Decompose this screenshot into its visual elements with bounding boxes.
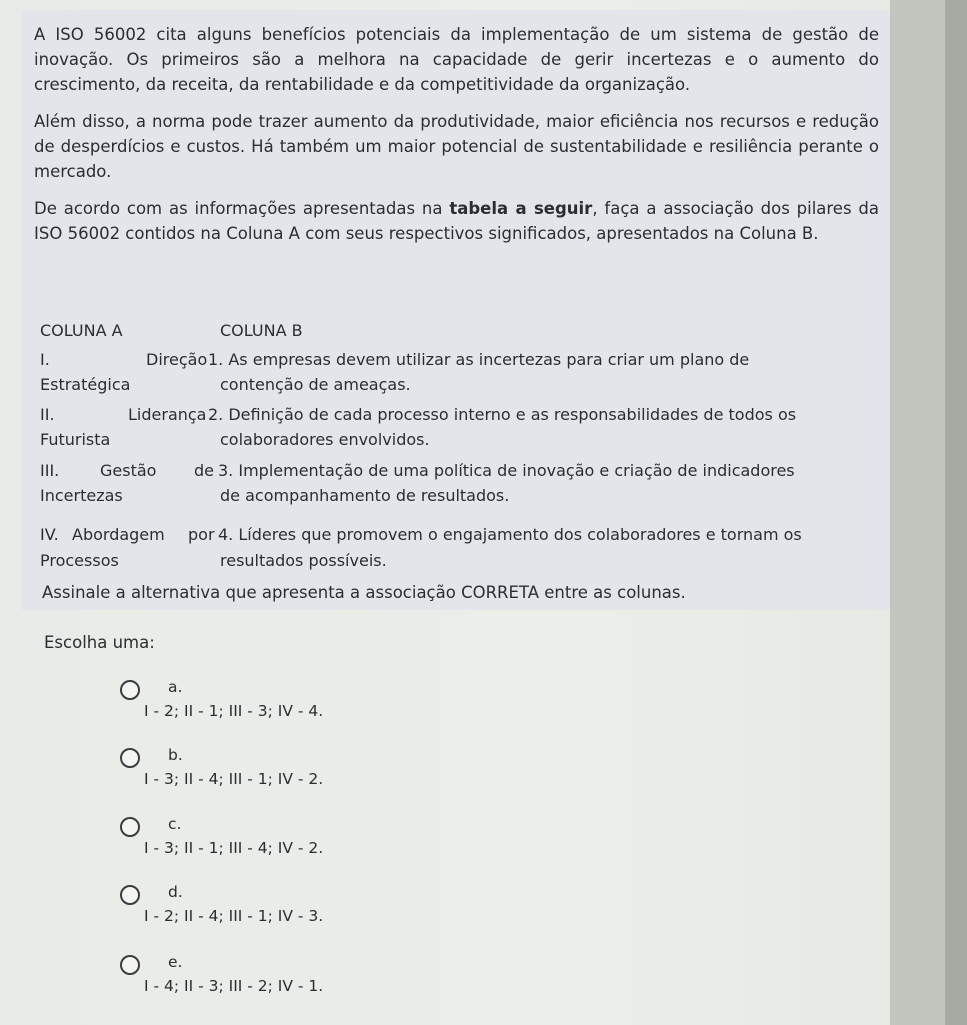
row-4-a-line2: Processos [40, 551, 119, 570]
row-3-a-word: Gestão [100, 461, 157, 480]
radio-icon[interactable] [120, 680, 140, 700]
row-3-a-word2: de [194, 461, 214, 480]
row-1-b-line2: contenção de ameaças. [220, 375, 411, 394]
row-1-num: I. [40, 350, 50, 369]
row-4-num: IV. [40, 525, 59, 544]
row-2-a-word: Liderança [128, 405, 207, 424]
option-text: I - 3; II - 4; III - 1; IV - 2. [144, 770, 324, 788]
option-text: I - 3; II - 1; III - 4; IV - 2. [144, 839, 324, 857]
option-text: I - 4; II - 3; III - 2; IV - 1. [144, 977, 324, 995]
option-text: I - 2; II - 1; III - 3; IV - 4. [144, 702, 324, 720]
row-1-a-word: Direção [146, 350, 208, 369]
screen-edge [945, 0, 967, 1025]
row-2-a-line2: Futurista [40, 430, 111, 449]
row-4-b-line2: resultados possíveis. [220, 551, 387, 570]
radio-icon[interactable] [120, 817, 140, 837]
option-letter: c. [168, 815, 182, 833]
question-paragraph-1: A ISO 56002 cita alguns benefícios potenciais da implementação de um sistema de gestão de inovação. Os primeiros são a melhora na capacidade de gerir incertezas e o aumento do crescimento, da receita, da rentabilidade e da competitividade da organização. [34, 25, 879, 94]
radio-icon[interactable] [120, 955, 140, 975]
option-text: I - 2; II - 4; III - 1; IV - 3. [144, 907, 324, 925]
option-letter: d. [168, 883, 183, 901]
row-3-b-line1: 3. Implementação de uma política de inovação e criação de indicadores [218, 461, 795, 480]
row-4-a-word2: por [188, 525, 215, 544]
option-letter: b. [168, 746, 183, 764]
row-3-a-line2: Incertezas [40, 486, 123, 505]
col-a-header: COLUNA A [40, 321, 123, 340]
row-3-b-line2: de acompanhamento de resultados. [220, 486, 510, 505]
row-2-b-line2: colaboradores envolvidos. [220, 430, 430, 449]
row-1-a-line2: Estratégica [40, 375, 131, 394]
option-letter: a. [168, 678, 183, 696]
row-2-num: II. [40, 405, 55, 424]
option-letter: e. [168, 953, 183, 971]
row-4-b-line1: 4. Líderes que promovem o engajamento dos colaboradores e tornam os [218, 525, 802, 544]
question-prompt: Assinale a alternativa que apresenta a associação CORRETA entre as colunas. [42, 583, 686, 602]
instruction-text-start: De acordo com as informações apresentadas na [34, 199, 450, 218]
radio-icon[interactable] [120, 748, 140, 768]
row-2-b-line1: 2. Definição de cada processo interno e as responsabilidades de todos os [208, 405, 797, 424]
row-3-num: III. [40, 461, 60, 480]
col-b-header: COLUNA B [220, 321, 303, 340]
question-paragraph-2: Além disso, a norma pode trazer aumento da produtividade, maior eficiência nos recursos e redução de desperdícios e custos. Há também um maior potencial de sustentabilidade e resiliência perante o mercado. [34, 112, 879, 181]
choose-label: Escolha uma: [44, 633, 155, 652]
question-instruction [34, 196, 879, 246]
instruction-text-end: , faça a associação dos pilares da ISO 56002 contidos na Coluna A com seus respectivos significados, apresentados na Coluna B. [34, 199, 879, 243]
row-1-b-line1: 1. As empresas devem utilizar as incertezas para criar um plano de [208, 350, 750, 369]
row-4-a-word: Abordagem [72, 525, 165, 544]
instruction-bold: tabela a seguir [449, 199, 593, 218]
question-text-box [22, 10, 890, 610]
radio-icon[interactable] [120, 885, 140, 905]
